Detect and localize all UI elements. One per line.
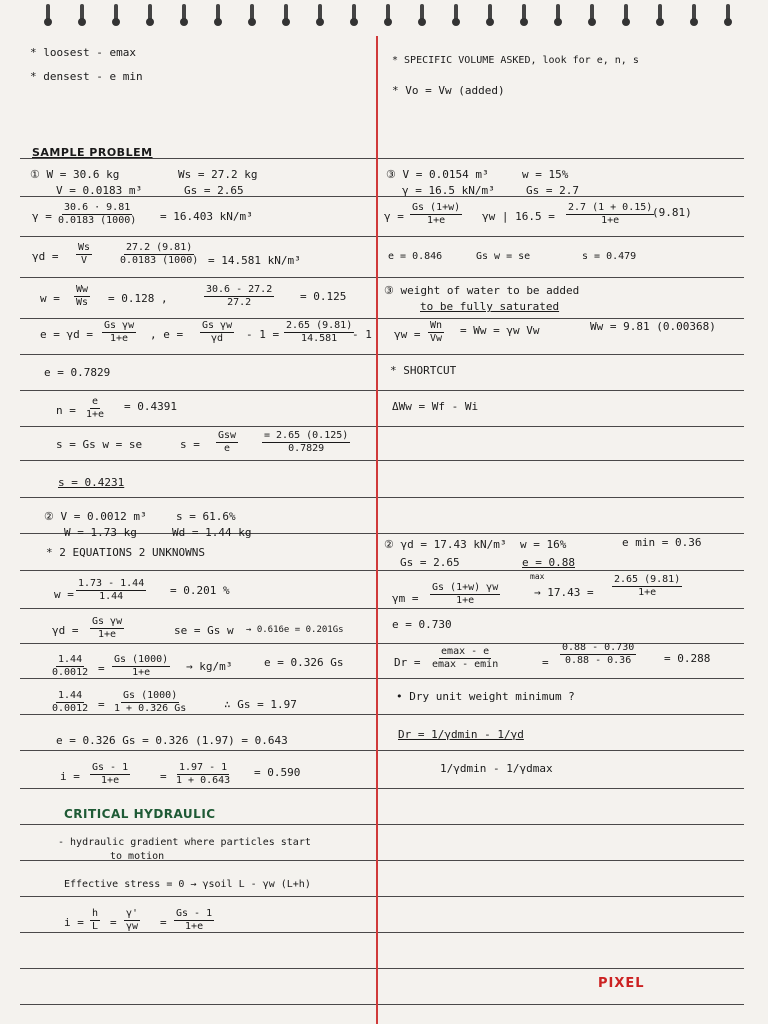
p4-given-e: e = 0.88 [522,556,575,569]
rule-line [20,497,744,498]
crit-i-fraction-3: $\frac{Gs - 1}{1+e}$ [176,908,213,932]
p2-given-w: W = 1.73 kg [64,526,137,539]
p2-given-wd: Wd = 1.44 kg [172,526,252,539]
p1-w-fraction-2: $\frac{30.6 - 27.2}{27.2}$ [206,284,273,308]
note-specific-volume: * SPECIFIC VOLUME ASKED, look for e, n, s [392,55,639,66]
p3-result-gsw: Gs w = se [476,251,531,262]
p1-gd-fraction-1: $\frac{Ws}{V}$ [78,242,91,266]
p4-dr-result: = 0.288 [664,652,711,665]
rule-line [20,460,744,461]
p2-i-fraction-1: $\frac{Gs - 1}{1+e}$ [92,762,129,786]
p4-given-emin: e min = 0.36 [622,536,702,549]
p3-gw-mid: = Ww = γw Vw [460,324,540,337]
p1-gamma-lhs: γ = [32,210,52,223]
p2-r2-fraction-2: $\frac{Gs (1000)}{1 + 0.326 Gs}$ [114,690,187,714]
spiral-binding [0,0,768,30]
p2-r1-result: e = 0.326 Gs [264,656,344,669]
section-title-sample-problem: SAMPLE PROBLEM [32,146,153,159]
note-vo-vw: * Vo = Vw (added) [392,84,505,97]
p2-i-eq: = [160,770,167,783]
p4-e-result: e = 0.730 [392,618,452,631]
p3-gw-result: Ww = 9.81 (0.00368) [590,320,716,333]
p1-given-gs: Gs = 2.65 [184,184,244,197]
p4-eq-fraction-2: $\frac{2.65 (9.81)}{1+e}$ [614,574,681,598]
p4-dr-mid: = [542,656,549,669]
p1-gamma-result: = 16.403 kN/m³ [160,210,253,223]
p3-eq-mid: γw | 16.5 = [482,210,555,223]
p1-w-result: = 0.125 [300,290,347,303]
crit-definition-2: to motion [110,851,165,862]
p1-e-mid: , e = [150,328,184,341]
p1-given-w: ① W = 30.6 kg [30,168,120,181]
p1-n-fraction: $\frac{e}{1+e}$ [86,396,105,420]
p2-e-line: e = 0.326 Gs = 0.326 (1.97) = 0.643 [56,734,288,747]
rule-line [20,390,744,391]
p1-s-lhs2: s = [180,438,200,451]
rule-line [20,236,744,237]
p1-e-fraction-1: $\frac{\text{Gs γw}}{1+e}$ [104,320,135,344]
p3-eq-fraction-2: $\frac{2.7 (1 + 0.15)}{1+e}$ [568,202,653,226]
p1-s-fraction-2: $\frac{= 2.65 (0.125)}{0.7829}$ [264,430,349,454]
p2-gd-mid: se = Gs w [174,624,234,637]
p4-dr-fraction-2: $\frac{0.88 - 0.730}{0.88 - 0.36}$ [562,642,635,666]
rule-line [20,354,744,355]
note-densest: * densest - e min [30,70,143,83]
crit-i-lhs: i = [64,916,84,929]
p2-gd-mid2: → 0.616e = 0.201Gs [246,625,344,635]
p4-eq-fraction-1: $\frac{Gs (1+w) \gamma w}{1+e}$ [432,582,499,606]
p1-n-lhs: n = [56,404,76,417]
p1-w-mid: = 0.128 , [108,292,168,305]
p3-given-gamma: γ = 16.5 kN/m³ [402,184,495,197]
p3-eq-end: (9.81) [652,206,692,219]
p4-dry-question: • Dry unit weight minimum ? [396,690,575,703]
p1-e-mid2: - 1 = [246,328,280,341]
rule-line [20,824,744,825]
note-loosest: * loosest - emax [30,46,136,59]
crit-i-fraction-1: $\frac{h}{L}$ [92,908,99,932]
p2-r2-result: ∴ Gs = 1.97 [224,698,297,711]
p3-shortcut: * SHORTCUT [390,364,457,377]
p1-s-fraction-1: Gsw e [218,430,237,454]
crit-definition-1: - hydraulic gradient where particles start [58,837,311,848]
p1-gd-lhs: γd = [32,250,59,263]
crit-effective-stress: Effective stress = 0 → γsoil L - γw (L+h) [64,879,311,890]
p2-i-result: = 0.590 [254,766,301,779]
rule-line [20,426,744,427]
p4-given-gs: Gs = 2.65 [400,556,460,569]
p1-e-fraction-3: $\frac{2.65 (9.81)}{14.581}$ [286,320,353,344]
p1-given-ws: Ws = 27.2 kg [178,168,258,181]
p4-dr-lhs: Dr = [394,656,421,669]
p1-given-v: V = 0.0183 m³ [56,184,143,197]
p2-gd-lhs: γd = [52,624,79,637]
rule-line [20,570,744,571]
p3-gw-lhs: γw = [394,328,421,341]
rule-line [20,318,744,319]
p2-i-lhs: i = [60,770,80,783]
rule-line [20,968,744,969]
p1-n-result: = 0.4391 [124,400,177,413]
p1-e-end: - 1 [352,328,372,341]
p1-gd-fraction-2: $\frac{27.2 (9.81)}{0.0183 (1000)}$ [120,242,199,266]
crit-i-eq2: = [160,916,167,929]
p3-question-1: ③ weight of water to be added [384,284,580,297]
p2-r1-fraction-1: $\frac{1.44}{0.0012}$ [52,654,89,678]
p2-r1-unit: → kg/m³ [186,660,233,673]
p3-result-s: s = 0.479 [582,251,637,262]
center-margin-line [376,36,378,1024]
p1-e-result: e = 0.7829 [44,366,111,379]
p4-given-gd: ② γd = 17.43 kN/m³ [384,538,507,551]
p2-given-s: s = 61.6% [176,510,236,523]
p4-eq-max: max [530,572,545,581]
p1-gd-result: = 14.581 kN/m³ [208,254,301,267]
p3-given-gs: Gs = 2.7 [526,184,579,197]
p2-i-fraction-2: $\frac{1.97 - 1}{1 + 0.643}$ [176,762,231,786]
rule-line [20,608,744,609]
p2-r1-eq: = [98,662,105,675]
p4-given-w: w = 16% [520,538,567,551]
p3-delta-w: ΔWw = Wf - Wi [392,400,479,413]
p4-dr-formula-2: 1/γdmin - 1/γdmax [440,762,553,775]
p4-dr-formula-1: Dr = 1/γdmin - 1/γd [398,728,524,741]
rule-line [20,896,744,897]
p1-w-fraction-1: $\frac{Ww}{Ws}$ [76,284,89,308]
p2-note: * 2 EQUATIONS 2 UNKNOWNS [46,546,205,559]
p1-gamma-fraction: $\frac{30.6 \cdot 9.81}{0.0183 (1000)}$ [58,202,137,226]
p3-result-e: e = 0.846 [388,251,443,262]
p2-r2-eq: = [98,698,105,711]
p2-w-result: = 0.201 % [170,584,230,597]
p2-gd-fraction: $\frac{\text{Gs γw}}{1+e}$ [92,616,123,640]
crit-i-eq: = [110,916,117,929]
p1-s-result: s = 0.4231 [58,476,125,489]
p2-w-fraction: $\frac{1.73 - 1.44}{1.44}$ [78,578,145,602]
p3-gw-fraction: $\frac{Wn}{Vw}$ [430,320,443,344]
p2-r1-fraction-2: $\frac{Gs (1000)}{1+e}$ [114,654,169,678]
p3-question-2: to be fully saturated [420,300,560,313]
p3-given-v: ③ V = 0.0154 m³ [386,168,489,181]
p4-eq-mid: → 17.43 = [534,586,594,599]
p2-r2-fraction-1: $\frac{1.44}{0.0012}$ [52,690,89,714]
p4-dr-fraction-1: emax - e emax - emin [432,646,499,670]
p1-s-equation: s = Gs w = se [56,438,143,451]
rule-line [20,1004,744,1005]
p1-e-fraction-2: $\frac{\text{Gs γw}}{\gamma d}$ [202,320,233,344]
rule-line [20,788,744,789]
p1-w-lhs: w = [40,292,60,305]
p3-eq-lhs: γ = [384,210,404,223]
rule-line [20,750,744,751]
p1-e-lhs: e = γd = [40,328,93,341]
crit-i-fraction-2: $\frac{\gamma'}{\gamma w}$ [126,908,139,932]
p4-eq-lhs: γm = [392,592,419,605]
p3-eq-fraction-1: $\frac{Gs (1+w)}{1+e}$ [412,202,461,226]
p3-given-w: w = 15% [522,168,569,181]
brand-watermark: PIXEL [598,976,645,991]
section-title-critical-hydraulic: CRITICAL HYDRAULIC [64,807,216,821]
p2-given-v: ② V = 0.0012 m³ [44,510,147,523]
p2-w-lhs: w = [54,588,74,601]
rule-line [20,277,744,278]
